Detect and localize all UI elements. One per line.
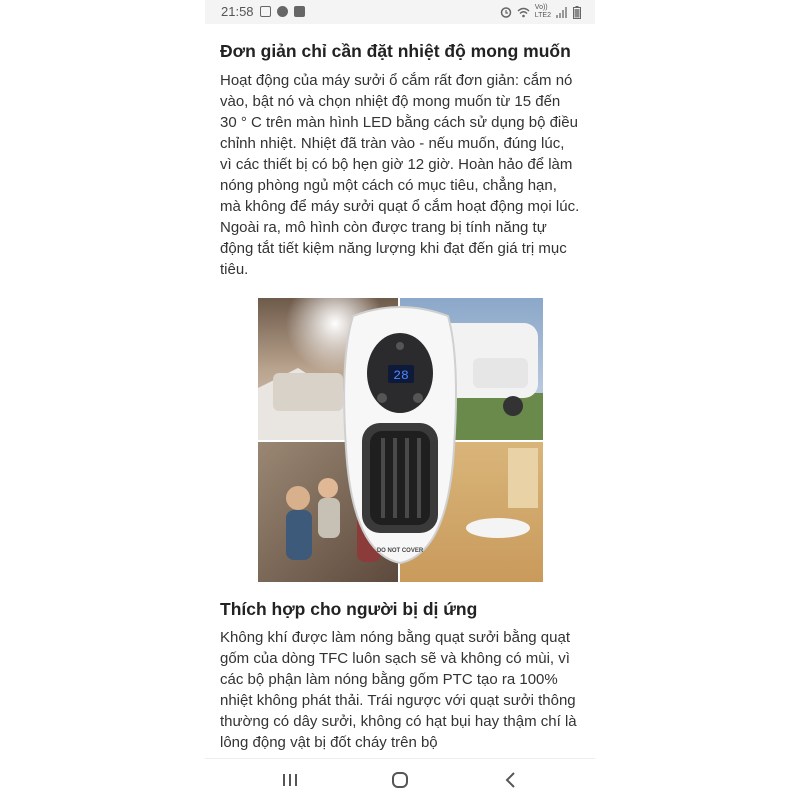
image-icon — [260, 6, 271, 17]
home-icon[interactable] — [387, 767, 413, 793]
facebook-icon — [277, 6, 288, 17]
paragraph-set-temperature: Hoạt động của máy sưởi ổ cắm rất đơn giản: cắm nó vào, bật nó và chọn nhiệt độ mong muốn từ 15 đến 30 ° C trên màn hình LED bằng cách sử dụng bộ điều chỉnh nhiệt. Nhiệt đã tràn vào - nếu muốn, đúng lúc, vì các thiết bị có bộ hẹn giờ 12 giờ. Hoàn hảo để làm nóng phòng ngủ một cách có mục tiêu, chẳng hạn, mà không để máy sưởi quạt ổ cắm hoạt động mọi lúc. Ngoài ra, mô hình còn được trang bị tính năng tự động tắt tiết kiệm năng lượng khi đạt đến giá trị mục tiêu. — [220, 72, 580, 278]
paragraph-allergy: Không khí được làm nóng bằng quạt sưởi bằng quạt gốm của dòng TFC luôn sạch sẽ và không có mùi, vì các bộ phận làm nóng bằng gốm PTC tạo ra 100% nhiệt không phát thải. Trái ngược với quạt sưởi thông thường có dây sưởi, không có hạt bụi hay thậm chí là lông động vật bị đốt cháy trên bộ — [220, 629, 577, 751]
heading-set-temperature: Đơn giản chỉ cần đặt nhiệt độ mong muốn — [220, 41, 571, 61]
status-time: 21:58 — [221, 4, 254, 19]
article-section-1 — [220, 40, 580, 280]
do-not-cover-label: DO NOT COVER — [376, 548, 424, 554]
display-temp: 28 — [393, 368, 409, 383]
phone-screen — [205, 0, 595, 800]
checkbox-icon — [294, 6, 305, 17]
battery-icon — [573, 6, 581, 19]
heater-collage-svg — [258, 298, 543, 582]
heading-allergy: Thích hợp cho người bị dị ứng — [220, 599, 478, 619]
heater-device — [344, 307, 456, 563]
navigation-bar — [205, 758, 595, 800]
recents-icon[interactable] — [277, 767, 303, 793]
status-bar — [205, 0, 595, 24]
network-label: Vo)) LTE2 — [534, 4, 551, 19]
status-right — [500, 4, 581, 20]
wifi-icon — [517, 7, 530, 18]
back-icon[interactable] — [497, 767, 523, 793]
product-collage-image — [258, 298, 543, 582]
status-left — [221, 4, 305, 19]
alarm-icon — [500, 6, 512, 18]
signal-icon — [556, 7, 568, 18]
